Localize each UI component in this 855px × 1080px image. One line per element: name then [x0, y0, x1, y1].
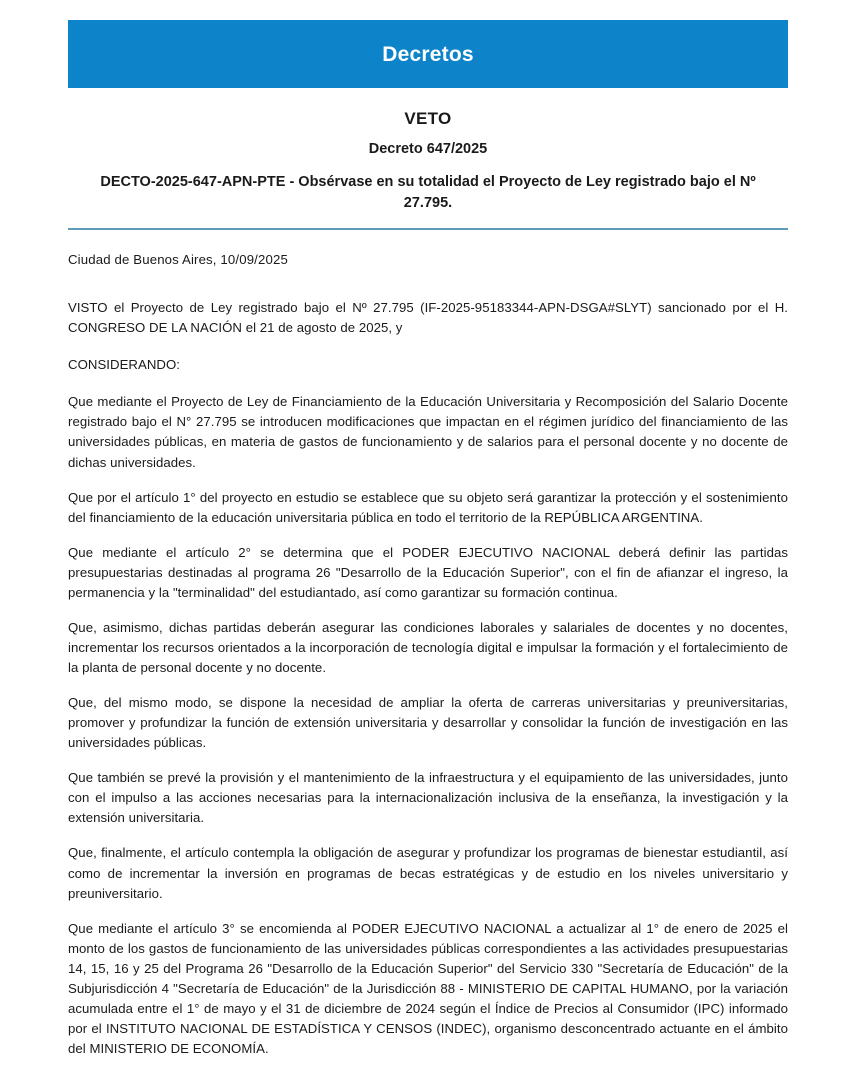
considerando-paragraph: Que mediante el artículo 3° se encomienda al PODER EJECUTIVO NACIONAL a actualizar al 1° de enero de 2025 el monto de los gastos de funcionamiento de las universidades públicas correspondientes a las actividades presupuestarias 14, 15, 16 y 25 del Programa 26 "Desarrollo de la Educación Superior" del Servicio 330 "Secretaría de Educación" de la Subjurisdicción 4 "Secretaría de Educación" de la Jurisdicción 88 - MINISTERIO DE CAPITAL HUMANO, por la variación acumulada entre el 1° de mayo y el 31 de diciembre de 2024 según el Índice de Precios al Consumidor (IPC) informado por el INSTITUTO NACIONAL DE ESTADÍSTICA Y CENSOS (INDEC), organismo desconcentrado actuante en el ámbito del MINISTERIO DE ECONOMÍA. — [68, 920, 788, 1057]
considerando-paragraph: Que, asimismo, dichas partidas deberán asegurar las condiciones laborales y salariales de docentes y no docentes, incrementar los recursos orientados a la incorporación de tecnología digital e impulsar la formación y el fortalecimiento de la planta de personal docente y no docente. — [68, 619, 788, 676]
document-kind: VETO — [404, 109, 452, 128]
section-banner — [68, 20, 788, 88]
considerando-label: CONSIDERANDO: — [68, 357, 181, 373]
title-block — [68, 110, 788, 214]
title-divider — [68, 228, 788, 230]
considerando-paragraph: Que mediante el artículo 2° se determina que el PODER EJECUTIVO NACIONAL deberá definir las partidas presupuestarias destinadas al programa 26 "Desarrollo de la Educación Superior", con el fin de afianzar el ingreso, la permanencia y la "terminalidad" del estudiantado, así como garantizar su formación continua. — [68, 544, 788, 600]
considerando-paragraph: Que, finalmente, el artículo contempla la obligación de asegurar y profundizar los programas de bienestar estudiantil, así como de incrementar la inversión en programas de becas estratégicas y de estudio en los niveles universitario y preuniversitario. — [68, 845, 788, 901]
visto-paragraph: VISTO el Proyecto de Ley registrado bajo el Nº 27.795 (IF-2025-95183344-APN-DSGA#SLYT) sancionado por el H. CONGRESO DE LA NACIÓN el 21 de agosto de 2025, y — [68, 300, 788, 336]
considerando-paragraph: Que mediante el Proyecto de Ley de Financiamiento de la Educación Universitaria y Recomposición del Salario Docente registrado bajo el N° 27.795 se introducen modificaciones que impactan en el régimen jurídico del financiamiento de las universidades públicas, en materia de gastos de funcionamiento y de salarios para el personal docente y no docente de dichas universidades. — [68, 394, 788, 470]
document-reference: DECTO-2025-647-APN-PTE - Obsérvase en su totalidad el Proyecto de Ley registrado bajo el Nº 27.795. — [100, 173, 756, 211]
decree-number: Decreto 647/2025 — [368, 140, 488, 157]
considerando-paragraph: Que, del mismo modo, se dispone la necesidad de ampliar la oferta de carreras universitarias y preuniversitarias, promover y profundizar la función de extensión universitaria y desarrollar y consolidar la función de investigación en las universidades públicas. — [68, 695, 788, 751]
document-body — [68, 250, 788, 1059]
considerando-paragraph: Que por el artículo 1° del proyecto en estudio se establece que su objeto será garantizar la protección y el sostenimiento del financiamiento de la educación universitaria pública en todo el territorio de la REPÚBLICA ARGENTINA. — [68, 489, 788, 525]
banner-title: Decretos — [382, 42, 474, 66]
place-and-date: Ciudad de Buenos Aires, 10/09/2025 — [68, 252, 288, 267]
considerando-paragraph: Que también se prevé la provisión y el mantenimiento de la infraestructura y el equipamiento de las universidades, junto con el impulso a las acciones necesarias para la internacionalización inclusiva de la enseñanza, la investigación y la extensión universitaria. — [68, 770, 788, 826]
